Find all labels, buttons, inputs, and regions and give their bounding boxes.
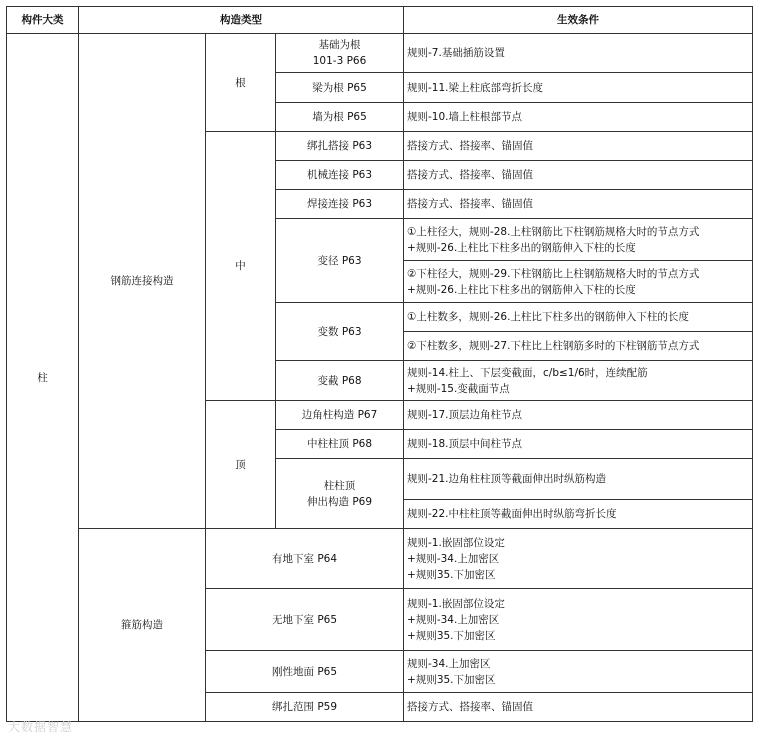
condition-cell: 规则-34.上加密区 +规则35.下加密区: [404, 651, 753, 693]
header-construct-type: 构造类型: [79, 7, 404, 34]
condition-cell: 规则-10.墙上柱根部节点: [404, 103, 753, 132]
construct-type-cell: 墙为根 P65: [276, 103, 404, 132]
condition-cell: ②下柱数多，规则-27.下柱比上柱钢筋多时的下柱钢筋节点方式: [404, 332, 753, 361]
condition-cell: 规则-21.边角柱柱顶等截面伸出时纵筋构造: [404, 459, 753, 500]
construct-type-cell: 变截 P68: [276, 361, 404, 401]
condition-cell: ②下柱径大，规则-29.下柱钢筋比上柱钢筋规格大时的节点方式 +规则-26.上柱比下柱多出的钢筋伸入下柱的长度: [404, 261, 753, 303]
construct-type-cell: 有地下室 P64: [206, 529, 404, 589]
header-category: 构件大类: [7, 7, 79, 34]
condition-cell: 规则-22.中柱柱顶等截面伸出时纵筋弯折长度: [404, 500, 753, 529]
condition-cell: 规则-7.基础插筋设置: [404, 34, 753, 73]
table-row: [7, 34, 753, 73]
construct-type-cell: 边角柱构造 P67: [276, 401, 404, 430]
position-top: 顶: [206, 401, 276, 529]
condition-cell: 搭接方式、搭接率、锚固值: [404, 161, 753, 190]
construct-type-cell: 柱柱顶 伸出构造 P69: [276, 459, 404, 529]
construct-type-cell: 焊接连接 P63: [276, 190, 404, 219]
condition-cell: 搭接方式、搭接率、锚固值: [404, 190, 753, 219]
header-condition: 生效条件: [404, 7, 753, 34]
category-cell: 柱: [7, 34, 79, 722]
construct-type-cell: 绑扎搭接 P63: [276, 132, 404, 161]
condition-cell: 规则-18.顶层中间柱节点: [404, 430, 753, 459]
condition-cell: 搭接方式、搭接率、锚固值: [404, 693, 753, 722]
condition-cell: 规则-1.嵌固部位设定 +规则-34.上加密区 +规则35.下加密区: [404, 529, 753, 589]
construct-type-cell: 基础为根 101-3 P66: [276, 34, 404, 73]
condition-cell: ①上柱数多，规则-26.上柱比下柱多出的钢筋伸入下柱的长度: [404, 303, 753, 332]
position-root: 根: [206, 34, 276, 132]
header-row: [7, 7, 753, 34]
construction-rules-table: [6, 6, 753, 722]
condition-cell: 搭接方式、搭接率、锚固值: [404, 132, 753, 161]
construct-type-cell: 梁为根 P65: [276, 73, 404, 103]
condition-cell: 规则-17.顶层边角柱节点: [404, 401, 753, 430]
group-stirrup: 箍筋构造: [79, 529, 206, 722]
construct-type-cell: 无地下室 P65: [206, 589, 404, 651]
condition-cell: ①上柱径大，规则-28.上柱钢筋比下柱钢筋规格大时的节点方式 +规则-26.上柱比下柱多出的钢筋伸入下柱的长度: [404, 219, 753, 261]
construct-type-cell: 中柱柱顶 P68: [276, 430, 404, 459]
construct-type-cell: 变径 P63: [276, 219, 404, 303]
construct-type-cell: 变数 P63: [276, 303, 404, 361]
construct-type-cell: 绑扎范围 P59: [206, 693, 404, 722]
group-rebar-connection: 钢筋连接构造: [79, 34, 206, 529]
condition-cell: 规则-1.嵌固部位设定 +规则-34.上加密区 +规则35.下加密区: [404, 589, 753, 651]
construct-type-cell: 刚性地面 P65: [206, 651, 404, 693]
position-middle: 中: [206, 132, 276, 401]
condition-cell: 规则-11.梁上柱底部弯折长度: [404, 73, 753, 103]
condition-cell: 规则-14.柱上、下层变截面，c/b≤1/6时，连续配筋 +规则-15.变截面节点: [404, 361, 753, 401]
construct-type-cell: 机械连接 P63: [276, 161, 404, 190]
table-row: [7, 529, 753, 589]
watermark: 大数据智慧: [8, 720, 74, 734]
